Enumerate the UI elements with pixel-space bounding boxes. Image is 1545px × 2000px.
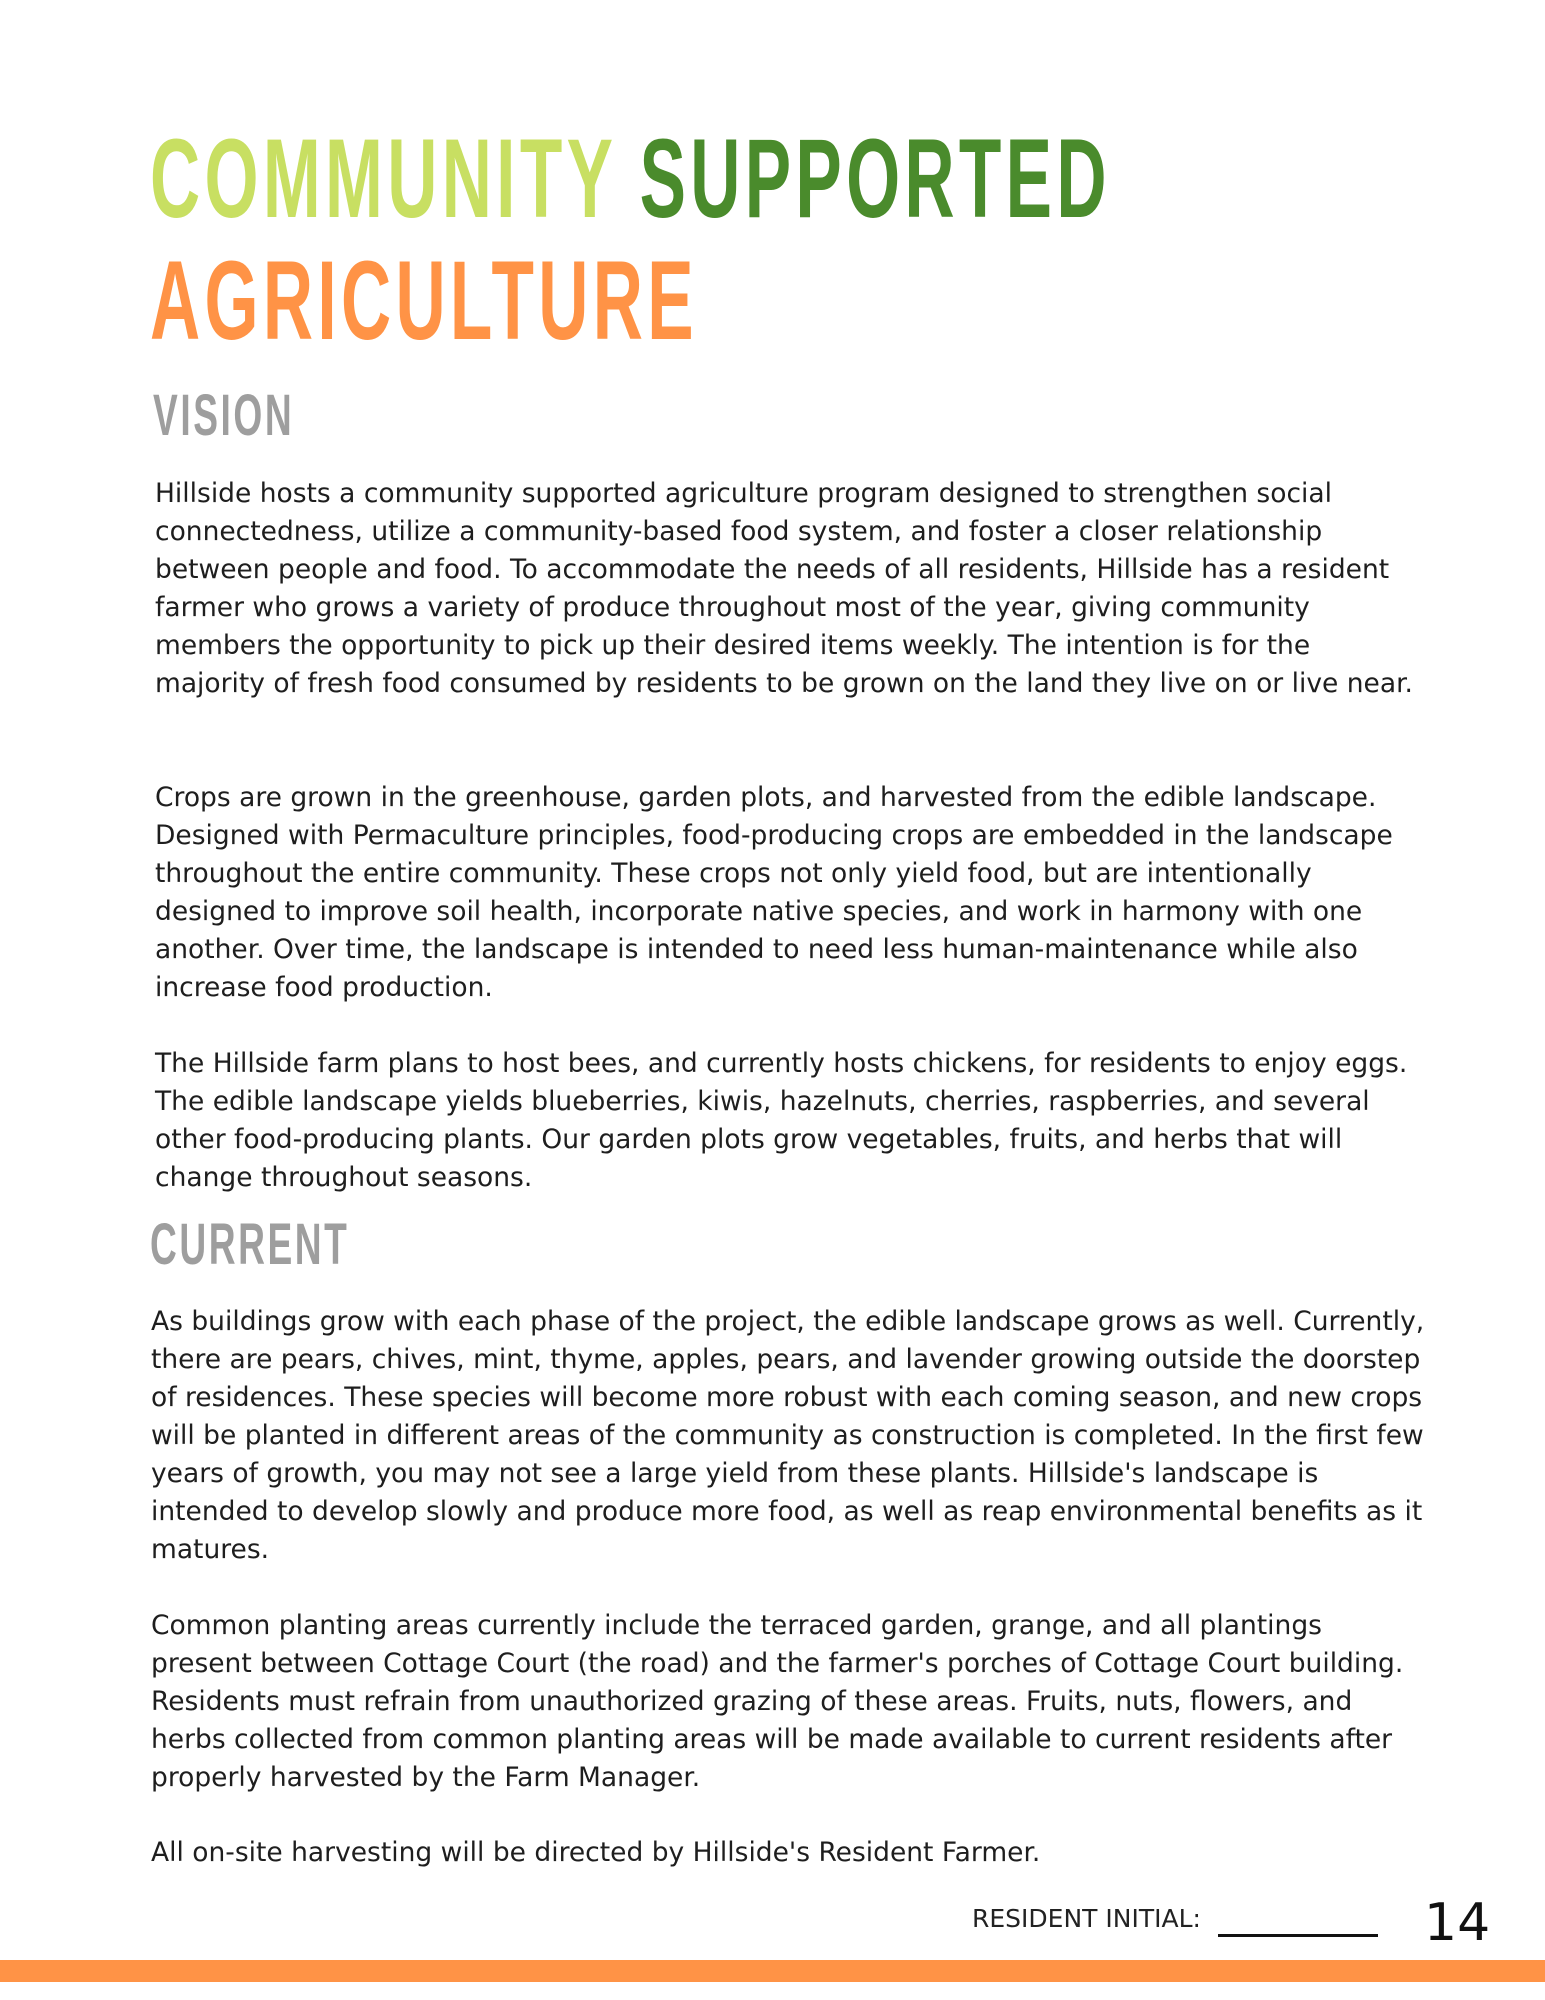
current-paragraph-1: As buildings grow with each phase of the project, the edible landscape grows as well. Currently, there are pears, chives, mint, thyme, apples, pears, and lavender growing outside the doorstep of residences. These species will become more robust with each coming season, and new crops will be planted in different areas of the community as construction is completed. In the first few years of growth, you may not see a large yield from these plants. Hillside's landscape is intended to develop slowly and produce more food, as well as reap environmental benefits as it matures. — [151, 1306, 1425, 1565]
resident-initial-line[interactable] — [1218, 1934, 1378, 1937]
resident-initial-label: RESIDENT INITIAL: — [972, 1904, 1201, 1933]
title-word-supported: SUPPORTED — [639, 116, 1111, 241]
current-paragraph-3: All on-site harvesting will be directed by Hillside's Resident Farmer. — [151, 1837, 1041, 1868]
vision-paragraph-1: Hillside hosts a community supported agriculture program designed to strengthen social connectedness, utilize a community-based food system, and foster a closer relationship between people and food. To accommodate the needs of all residents, Hillside has a resident farmer who grows a variety of produce throughout most of the year, giving community members the opportunity to pick up their desired items weekly. The intention is for the majority of fresh food consumed by residents to be grown on the land they live on or live near. — [155, 478, 1413, 699]
vision-heading: VISION — [153, 383, 295, 448]
page-number: 14 — [1424, 1893, 1491, 1953]
vision-paragraph-2: Crops are grown in the greenhouse, garden plots, and harvested from the edible landscape. Designed with Permaculture principles, food-producing crops are embedded in the landscape throughout the entire community. These crops not only yield food, but are intentionally designed to improve soil health, incorporate native species, and work in harmony with one another. Over time, the landscape is intended to need less human-maintenance while also increase food production. — [155, 782, 1393, 1003]
title-word-agriculture: AGRICULTURE — [150, 238, 698, 363]
current-heading: CURRENT — [150, 1212, 350, 1277]
title-word-community: COMMUNITY — [150, 116, 616, 241]
current-paragraph-2: Common planting areas currently include the terraced garden, grange, and all plantings present between Cottage Court (the road) and the farmer's porches of Cottage Court building. Residents must refrain from unauthorized grazing of these areas. Fruits, nuts, flowers, and herbs collected from common planting areas will be made available to current residents after properly harvested by the Farm Manager. — [151, 1610, 1404, 1793]
page-title — [150, 118, 1111, 362]
footer-bar — [0, 1960, 1545, 1982]
vision-paragraph-3: The Hillside farm plans to host bees, and currently hosts chickens, for residents to enjoy eggs. The edible landscape yields blueberries, kiwis, hazelnuts, cherries, raspberries, and several other food-producing plants. Our garden plots grow vegetables, fruits, and herbs that will change throughout seasons. — [155, 1048, 1408, 1193]
